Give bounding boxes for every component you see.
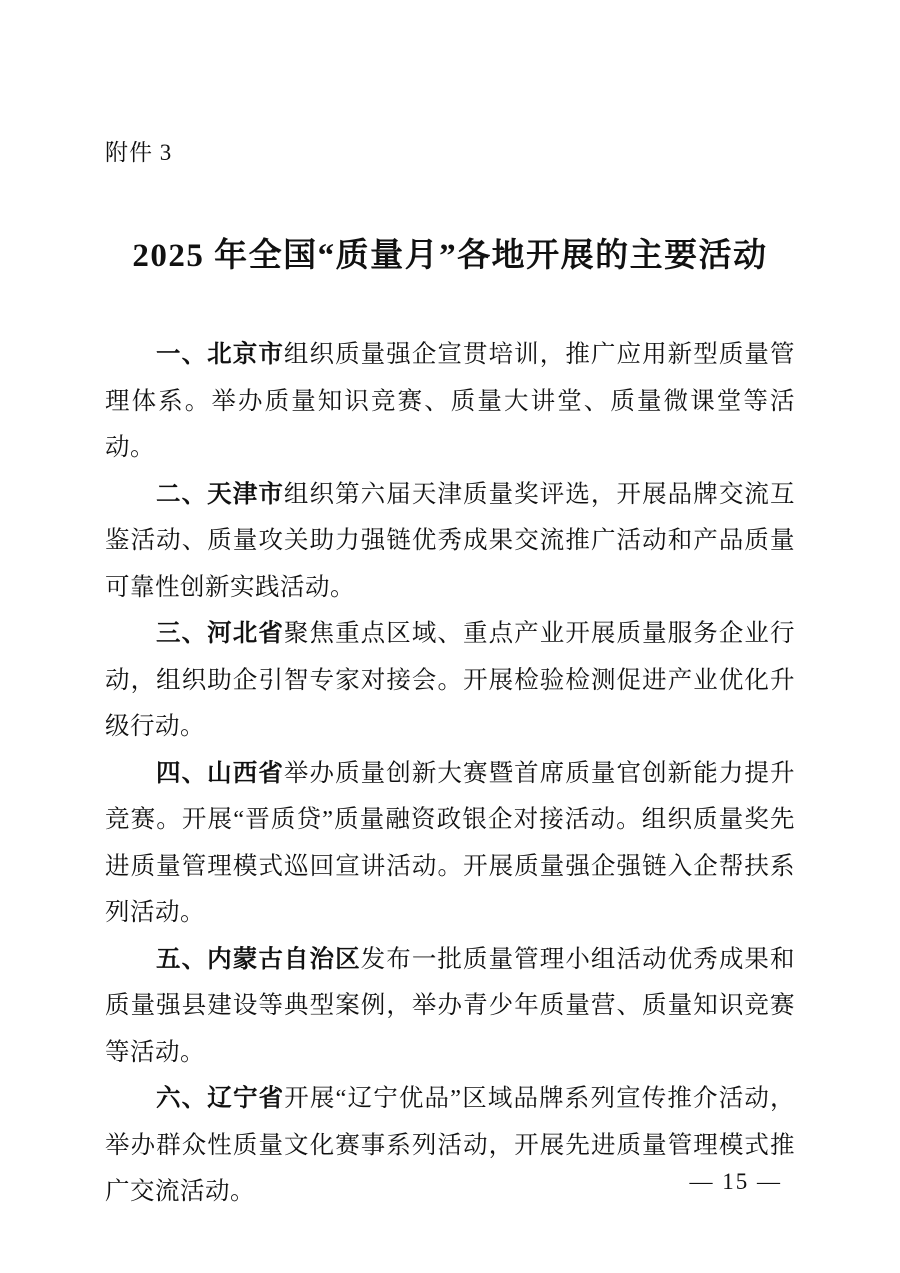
- page-number: — 15 —: [689, 1169, 782, 1194]
- paragraph-text: 发布一批质量管理小组活动优秀成果和质量强县建设等典型案例，举办青少年质量营、质量知识竞赛等活动。: [105, 945, 796, 1066]
- paragraph-lead: 一、北京市: [156, 341, 284, 368]
- paragraph-lead: 五、内蒙古自治区: [156, 945, 361, 973]
- attachment-label: 附件 3: [105, 140, 173, 165]
- paragraph-beijing: [105, 332, 795, 472]
- paragraph-hebei: [105, 611, 795, 751]
- paragraph-text: 聚焦重点区域、重点产业开展质量服务企业行动，组织助企引智专家对接会。开展检验检测促进产业优化升级行动。: [105, 620, 796, 740]
- paragraph-tianjin: [105, 472, 795, 612]
- paragraph-text: 举办质量创新大赛暨首席质量官创新能力提升竞赛。开展“晋质贷”质量融资政银企对接活动。组织质量奖先进质量管理模式巡回宣讲活动。开展质量强企强链入企帮扶系列活动。: [105, 759, 796, 926]
- paragraph-text: 开展“辽宁优品”区域品牌系列宣传推介活动，举办群众性质量文化赛事系列活动，开展先进质量管理模式推广交流活动。: [105, 1085, 795, 1205]
- paragraph-neimenggu: [105, 937, 795, 1077]
- paragraph-lead: 二、天津市: [156, 480, 284, 508]
- paragraph-lead: 三、河北省: [156, 620, 284, 647]
- page-title: 2025 年全国“质量月”各地开展的主要活动: [132, 238, 768, 274]
- paragraph-lead: 六、辽宁省: [156, 1085, 285, 1112]
- paragraph-text: 组织第六届天津质量奖评选，开展品牌交流互鉴活动、质量攻关助力强链优秀成果交流推广活动和产品质量可靠性创新实践活动。: [105, 480, 796, 601]
- paragraph-lead: 四、山西省: [156, 759, 284, 787]
- document-body: [105, 332, 795, 1216]
- paragraph-text: 组织质量强企宣贯培训，推广应用新型质量管理体系。举办质量知识竞赛、质量大讲堂、质量微课堂等活动。: [105, 341, 796, 461]
- paragraph-shanxi: [105, 751, 795, 937]
